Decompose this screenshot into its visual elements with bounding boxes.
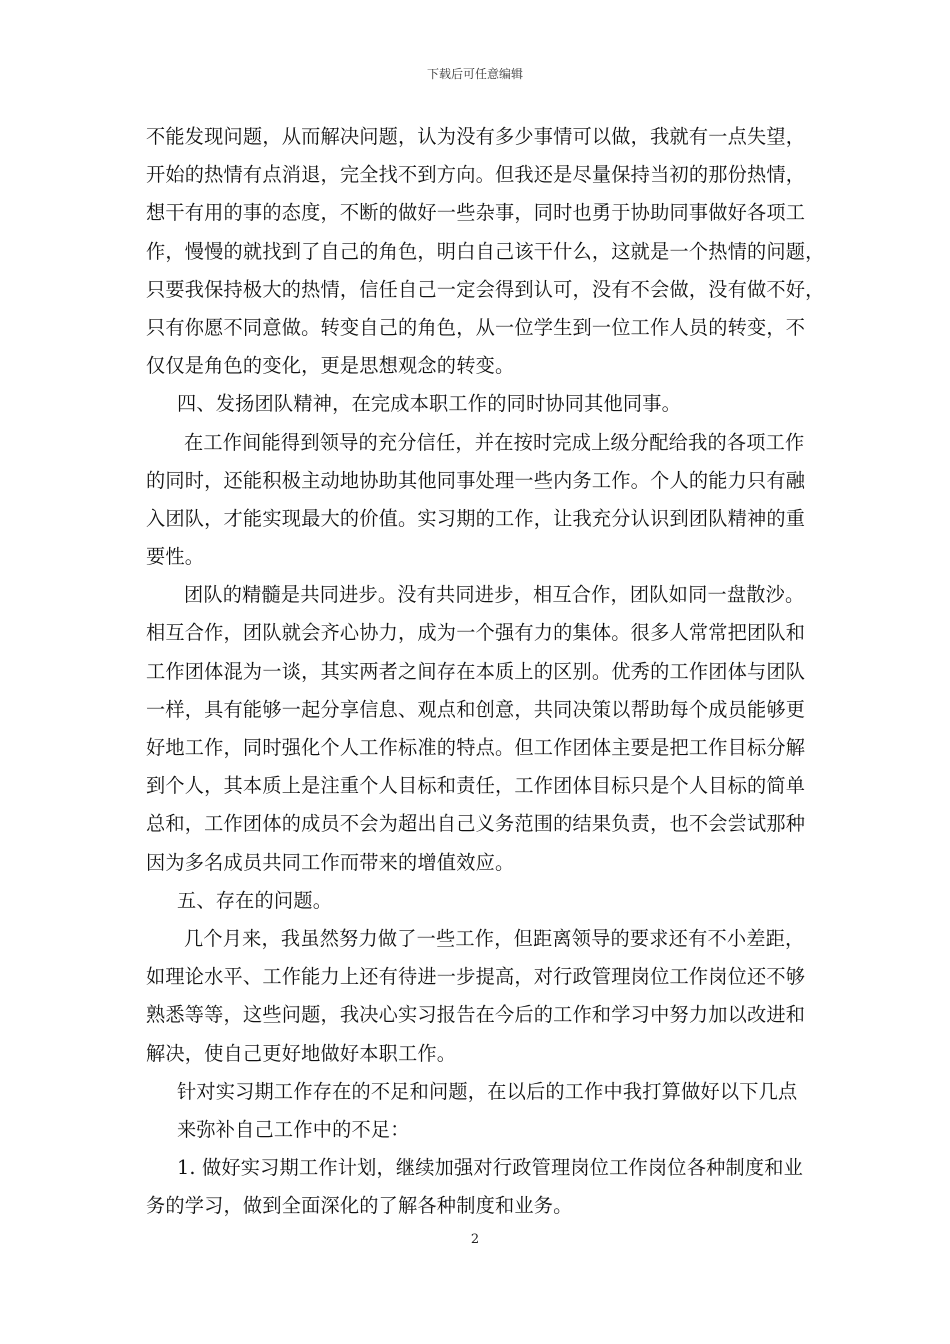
- text-line: 总和，工作团体的成员不会为超出自己义务范围的结果负责，也不会尝试那种: [146, 812, 806, 836]
- text-line: 想干有用的事的态度，不断的做好一些杂事，同时也勇于协助同事做好各项工: [146, 201, 806, 225]
- text-line: 只有你愿不同意做。转变自己的角色，从一位学生到一位工作人员的转变，不: [146, 315, 806, 339]
- text-line: 务的学习，做到全面深化的了解各种制度和业务。: [146, 1194, 573, 1218]
- text-line: 来弥补自己工作中的不足：: [177, 1117, 410, 1141]
- list-item: 1. 做好实习期工作计划，继续加强对行政管理岗位工作岗位各种制度和业: [177, 1156, 804, 1180]
- text-line: 只要我保持极大的热情，信任自己一定会得到认可，没有不会做，没有做不好，: [146, 277, 825, 301]
- text-line: 解决，使自己更好地做好本职工作。: [146, 1041, 457, 1065]
- section-heading: 五、存在的问题。: [177, 888, 333, 912]
- text-line: 一样，具有能够一起分享信息、观点和创意，共同决策以帮助每个成员能够更: [146, 697, 806, 721]
- text-line: 不能发现问题，从而解决问题，认为没有多少事情可以做，我就有一点失望，: [146, 125, 806, 148]
- page-number: 2: [470, 1232, 480, 1247]
- text-line: 团队的精髓是共同进步。没有共同进步，相互合作，团队如同一盘散沙。: [184, 583, 805, 607]
- text-line: 几个月来，我虽然努力做了一些工作，但距离领导的要求还有不小差距，: [184, 926, 805, 950]
- text-line: 的同时，还能积极主动地协助其他同事处理一些内务工作。个人的能力只有融: [146, 468, 806, 492]
- page-header: 下载后可任意编辑: [426, 67, 523, 81]
- text-line: 针对实习期工作存在的不足和问题，在以后的工作中我打算做好以下几点: [177, 1079, 798, 1103]
- section-heading: 四、发扬团队精神，在完成本职工作的同时协同其他同事。: [177, 392, 682, 416]
- text-line: 因为多名成员共同工作而带来的增值效应。: [146, 850, 515, 874]
- text-line: 要性。: [146, 545, 205, 569]
- text-line: 开始的热情有点消退，完全找不到方向。但我还是尽量保持当初的那份热情，: [146, 163, 806, 187]
- text-line: 到个人，其本质上是注重个人目标和责任，工作团体目标只是个人目标的简单: [146, 774, 806, 798]
- text-line: 在工作间能得到领导的充分信任，并在按时完成上级分配给我的各项工作: [184, 430, 805, 454]
- text-line: 工作团体混为一谈，其实两者之间存在本质上的区别。优秀的工作团体与团队: [146, 659, 806, 683]
- document-body: [146, 118, 826, 1225]
- text-line: 熟悉等等，这些问题，我决心实习报告在今后的工作和学习中努力加以改进和: [146, 1003, 806, 1027]
- text-line: 好地工作，同时强化个人工作标准的特点。但工作团体主要是把工作目标分解: [146, 736, 806, 759]
- text-line: 如理论水平、工作能力上还有待进一步提高，对行政管理岗位工作岗位还不够: [146, 965, 806, 989]
- text-line: 入团队，才能实现最大的价值。实习期的工作，让我充分认识到团队精神的重: [146, 506, 806, 530]
- text-line: 仅仅是角色的变化，更是思想观念的转变。: [146, 354, 515, 378]
- text-line: 相互合作，团队就会齐心协力，成为一个强有力的集体。很多人常常把团队和: [146, 621, 806, 645]
- text-line: 作，慢慢的就找到了自己的角色，明白自己该干什么，这就是一个热情的问题，: [146, 239, 825, 263]
